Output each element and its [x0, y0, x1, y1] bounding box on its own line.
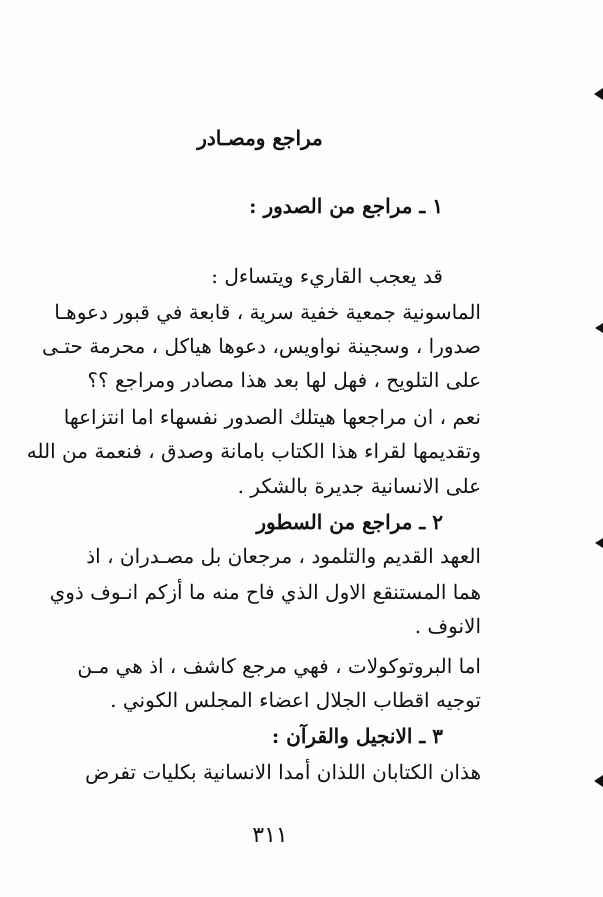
margin-mark — [595, 323, 603, 333]
paragraph-line: على الانسانية جديرة بالشكر . — [237, 474, 481, 498]
margin-mark — [595, 538, 603, 548]
paragraph-line: قد يعجب القاريء ويتساءل : — [211, 264, 443, 288]
page-number: ٣١١ — [252, 823, 288, 848]
paragraph-line: اما البروتوكولات ، فهي مرجع كاشف ، اذ هي مـن — [77, 654, 481, 678]
paragraph-line: على التلويح ، فهل لها بعد هذا مصادر ومراجع ؟؟ — [87, 368, 481, 392]
margin-mark — [594, 88, 603, 100]
section-2-heading: ٢ ـ مراجع من السطور — [256, 510, 443, 534]
section-3-heading: ٣ ـ الانجيل والقرآن : — [271, 724, 443, 748]
paragraph-line: الانوف . — [414, 614, 481, 638]
paragraph-line: توجيه اقطاب الجلال اعضاء المجلس الكوني . — [110, 688, 481, 712]
paragraph-line: وتقديمها لقراء هذا الكتاب بامانة وصدق ، فنعمة من الله — [26, 439, 481, 463]
section-1-heading: ١ ـ مراجع من الصدور : — [249, 194, 443, 218]
page-title: مراجع ومصـادر — [197, 126, 323, 150]
paragraph-line: العهد القديم والتلمود ، مرجعان بل مصـدران ، اذ — [86, 544, 481, 568]
paragraph-line: صدورا ، وسجينة نواويس، دعوها هياكل ، محرمة حتـى — [41, 334, 481, 358]
margin-mark — [594, 775, 603, 787]
paragraph-line: هما المستنقع الاول الذي فاح منه ما أزكم انـوف ذوي — [49, 580, 481, 604]
paragraph-line: هذان الكتابان اللذان أمدا الانسانية بكليات تفرض — [85, 760, 481, 784]
paragraph-line: نعم ، ان مراجعها هيتلك الصدور نفسهاء اما انتزاعها — [63, 405, 481, 429]
paragraph-line: الماسونية جمعية خفية سرية ، قابعة في قبور دعوهـا — [54, 300, 481, 324]
